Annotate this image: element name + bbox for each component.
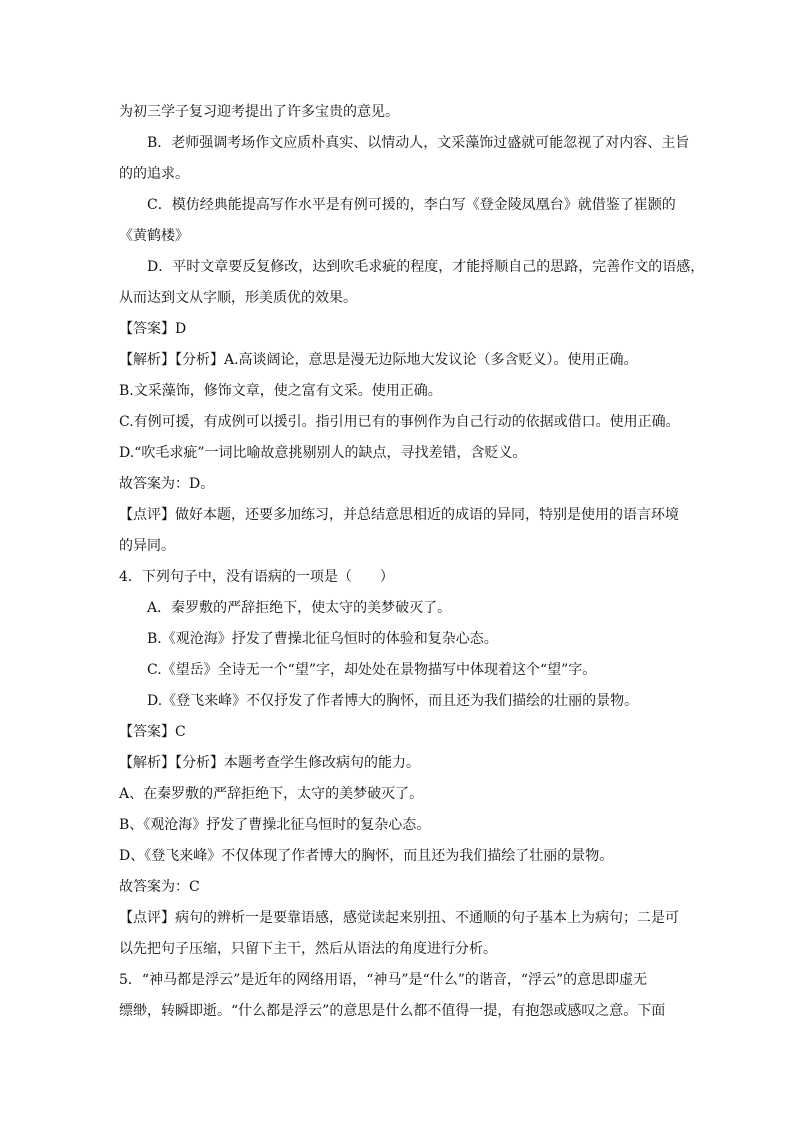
- text-line: 【答案】C: [119, 724, 186, 740]
- text-line: 【点评】做好本题，还要多加练习，并总结意思相近的成语的异同，特别是使用的语言环境: [119, 507, 679, 523]
- document-body: [119, 97, 705, 1027]
- text-line: 故答案为：D。: [119, 476, 215, 492]
- text-line: 为初三学子复习迎考提出了许多宝贵的意见。: [119, 104, 399, 120]
- text-line: A．秦罗敷的严辞拒绝下，使太守的美梦破灭了。: [147, 600, 452, 616]
- text-line: 的异同。: [119, 538, 175, 554]
- text-line: B.《观沧海》抒发了曹操北征乌恒时的体验和复杂心态。: [147, 631, 498, 647]
- text-line: 【答案】D: [119, 321, 187, 337]
- text-line: D．平时文章要反复修改，达到吹毛求疵的程度，才能捋顺自己的思路，完善作文的语感，: [147, 259, 705, 275]
- text-line: 缥缈，转瞬即逝。“什么都是浮云”的意思是什么都不值得一提，有抱怨或感叹之意。下面: [119, 1003, 666, 1019]
- text-line: D.“吹毛求疵”一词比喻故意挑剔别人的缺点，寻找差错，含贬义。: [119, 445, 527, 461]
- text-line: B、《观沧海》抒发了曹操北征乌恒时的复杂心态。: [119, 817, 431, 833]
- text-line: B．老师强调考场作文应质朴真实、以情动人，文采藻饰过盛就可能忽视了对内容、主旨: [147, 135, 690, 151]
- text-line: 【解析】【分析】本题考查学生修改病句的能力。: [119, 755, 420, 771]
- text-line: B.文采藻饰，修饰文章，使之富有文采。使用正确。: [119, 383, 442, 399]
- text-line: C.《望岳》全诗无一个“望”字，却处处在景物描写中体现着这个“望”字。: [147, 662, 597, 678]
- text-line: 的的追求。: [119, 166, 189, 182]
- text-line: 从而达到文从字顺，形美质优的效果。: [119, 290, 357, 306]
- text-line: C.有例可援，有成例可以援引。指引用已有的事例作为自己行动的依据或借口。使用正确。: [119, 414, 680, 430]
- text-line: 【点评】病句的辨析一是要靠语感，感觉读起来别扭、不通顺的句子基本上为病句；二是可: [119, 910, 679, 926]
- text-line: D.《登飞来峰》不仅抒发了作者博大的胸怀，而且还为我们描绘的壮丽的景物。: [147, 693, 639, 709]
- text-line: D、《登飞来峰》不仅体现了作者博大的胸怀，而且还为我们描绘了壮丽的景物。: [119, 848, 614, 864]
- text-line: 【解析】【分析】A.高谈阔论，意思是漫无边际地大发议论（多含贬义）。使用正确。: [119, 352, 638, 368]
- text-line: A、在秦罗敷的严辞拒绝下，太守的美梦破灭了。: [119, 786, 424, 802]
- text-line: 以先把句子压缩，只留下主干，然后从语法的角度进行分析。: [119, 941, 497, 957]
- text-line: 5．“神马都是浮云”是近年的网络用语，“神马”是“什么”的谐音，“浮云”的意思即虚无: [119, 972, 648, 988]
- text-line: 故答案为：C: [119, 879, 200, 895]
- text-line: 《黄鹤楼》: [119, 228, 189, 244]
- text-line: 4．下列句子中，没有语病的一项是（ ）: [119, 569, 394, 585]
- text-line: C．模仿经典能提高写作水平是有例可援的，李白写《登金陵凤凰台》就借鉴了崔颢的: [147, 197, 676, 213]
